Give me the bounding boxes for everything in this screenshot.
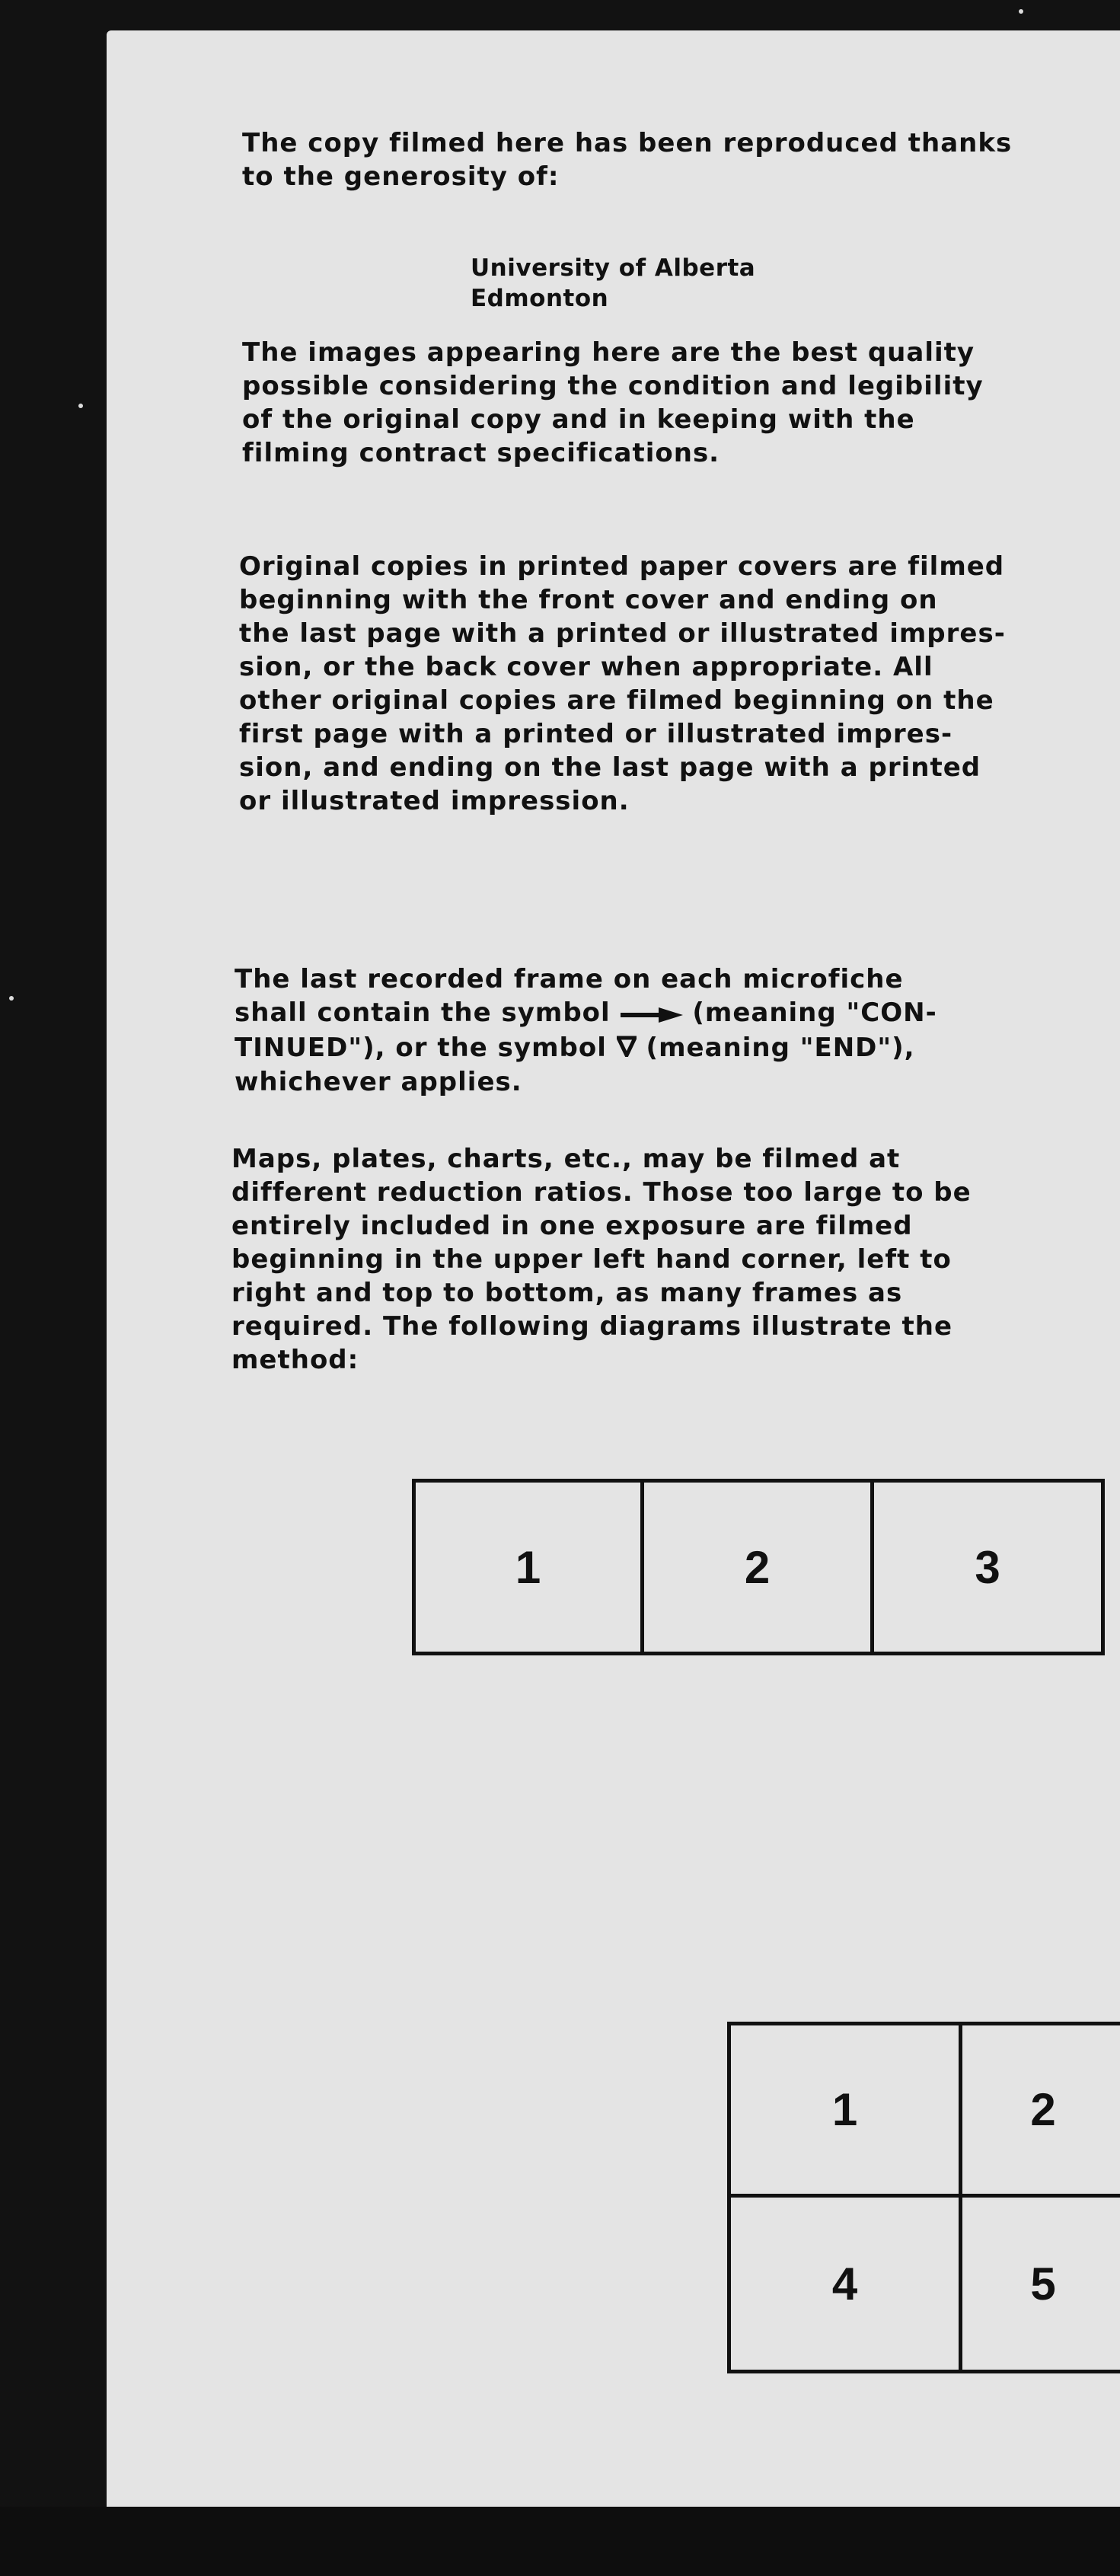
arrow-right-icon: [621, 998, 683, 1031]
symbol-line-3: [235, 1031, 937, 1066]
intro-text: The copy filmed here has been reproduced thanks to the generosity of:: [242, 128, 1013, 192]
triangle-down-icon: [617, 1032, 637, 1065]
symbol-line-4: whichever applies.: [235, 1067, 522, 1097]
frame-cell: 1: [416, 1483, 644, 1652]
frame-grid: [727, 2022, 1120, 2373]
grid-cell: 4: [731, 2198, 962, 2370]
frame-sequence-row: [412, 1479, 1105, 1655]
symbol-line-2-post: (meaning "CON-: [682, 998, 937, 1028]
symbol-line-2: [235, 996, 937, 1031]
film-speck: [9, 996, 14, 1001]
quality-paragraph: The images appearing here are the best quality possible considering the condition and legibility of the original copy and in keeping with the filming contract specifications.: [242, 337, 984, 468]
maps-paragraph: Maps, plates, charts, etc., may be filmed at different reduction ratios. Those too large to be entirely included in one exposure are filmed beginning in the upper left hand corner, left to right and top to bottom, as many frames as required. The following diagrams illustrate the method:: [231, 1144, 972, 1375]
frame-cell: 3: [975, 1541, 1000, 1593]
film-bottom-edge: [0, 2507, 1120, 2576]
grid-cell: 2: [962, 2025, 1120, 2198]
symbol-line-3-post: (meaning "END"),: [636, 1032, 915, 1063]
symbol-paragraph: [235, 962, 937, 1099]
grid-cell: 5: [1030, 2258, 1056, 2309]
frame-cell: 2: [644, 1483, 874, 1652]
symbol-line-3-pre: TINUED"), or the symbol: [235, 1032, 617, 1063]
institution-name: University of Alberta Edmonton: [471, 254, 756, 312]
symbol-line-1: The last recorded frame on each microfiche: [235, 964, 904, 994]
film-speck: [1019, 9, 1023, 14]
grid-cell: 1: [731, 2025, 962, 2198]
symbol-line-2-pre: shall contain the symbol: [235, 998, 621, 1028]
film-speck: [78, 404, 83, 408]
covers-paragraph: Original copies in printed paper covers are filmed beginning with the front cover and ending on the last page with a printed or illustrated impres- sion, or the back cover when appropriate. All other original copies are filmed beginning on the first page with a printed or illustrated impres- sion, and ending on the last page with a printed or illustrated impression.: [239, 551, 1006, 816]
